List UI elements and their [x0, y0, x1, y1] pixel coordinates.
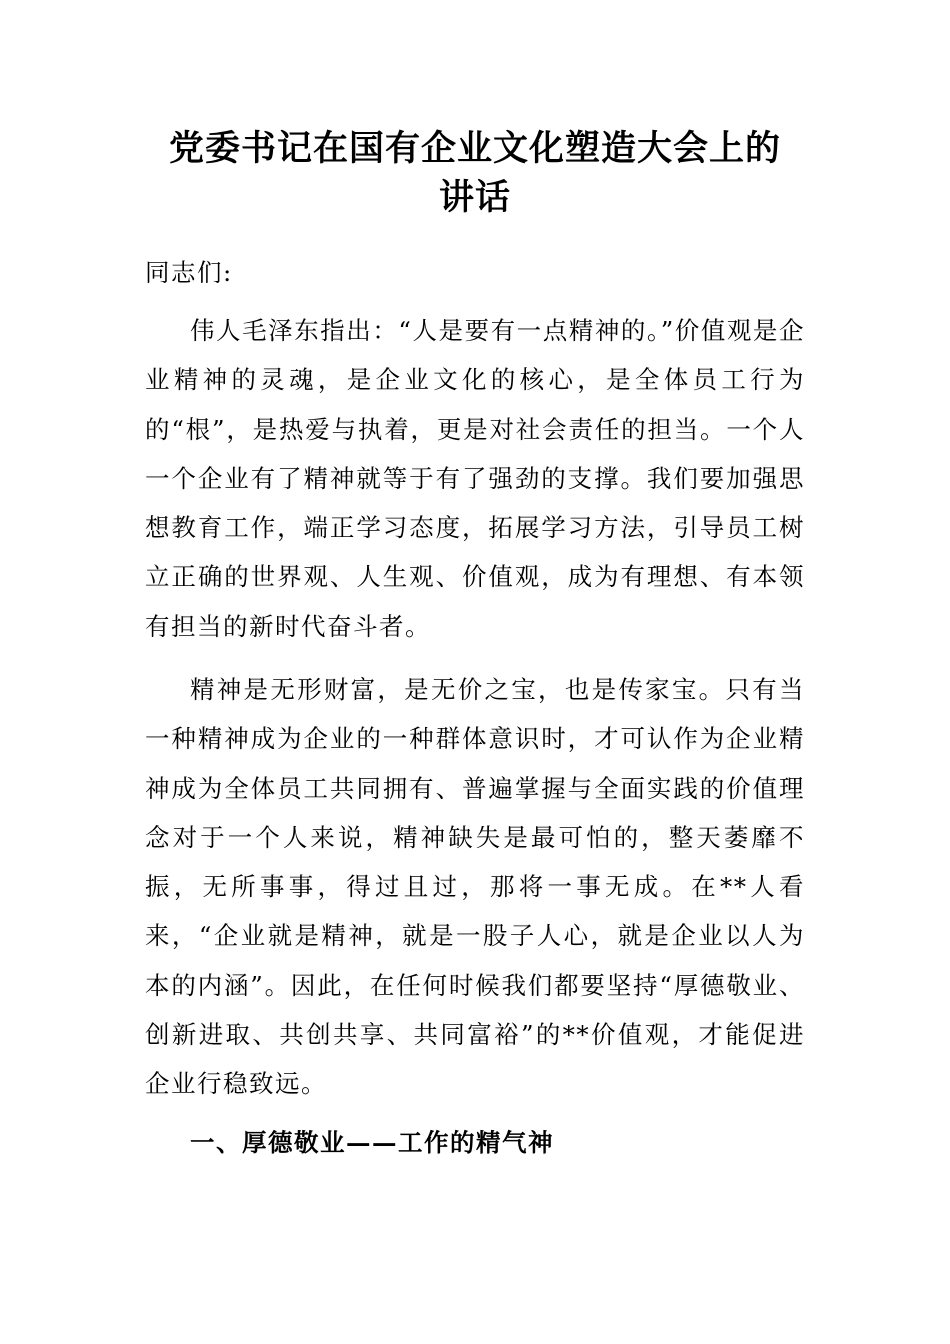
salutation: 同志们: [145, 258, 233, 287]
document-title-line-1: 党委书记在国有企业文化塑造大会上的 [168, 128, 781, 169]
document-title [145, 124, 805, 222]
body-paragraph-2: 精神是无形财富，是无价之宝，也是传家宝。只有当一种精神成为企业的一种群体意识时，才可认作为企业精神成为全体员工共同拥有、普遍掌握与全面实践的价值理念对于一个人来说，精神缺失是最可怕的，整天萎靡不振，无所事事，得过且过，那将一事无成。在**人看来，“企业就是精神，就是一股子人心，就是企业以人为本的内涵”。因此，在任何时候我们都要坚持“厚德敬业、创新进取、共创共享、共同富裕”的**价值观，才能促进企业行稳致远。 [145, 675, 805, 1099]
document-title-line-2: 讲话 [438, 177, 511, 218]
body-paragraph-1: 伟人毛泽东指出：“人是要有一点精神的。”价值观是企业精神的灵魂，是企业文化的核心，是全体员工行为的“根”，是热爱与执着，更是对社会责任的担当。一个人一个企业有了精神就等于有了强劲的支撑。我们要加强思想教育工作，端正学习态度，拓展学习方法，引导员工树立正确的世界观、人生观、价值观，成为有理想、有本领有担当的新时代奋斗者。 [145, 316, 805, 641]
section-heading-1: 一、厚德敬业——工作的精气神 [190, 1128, 554, 1157]
